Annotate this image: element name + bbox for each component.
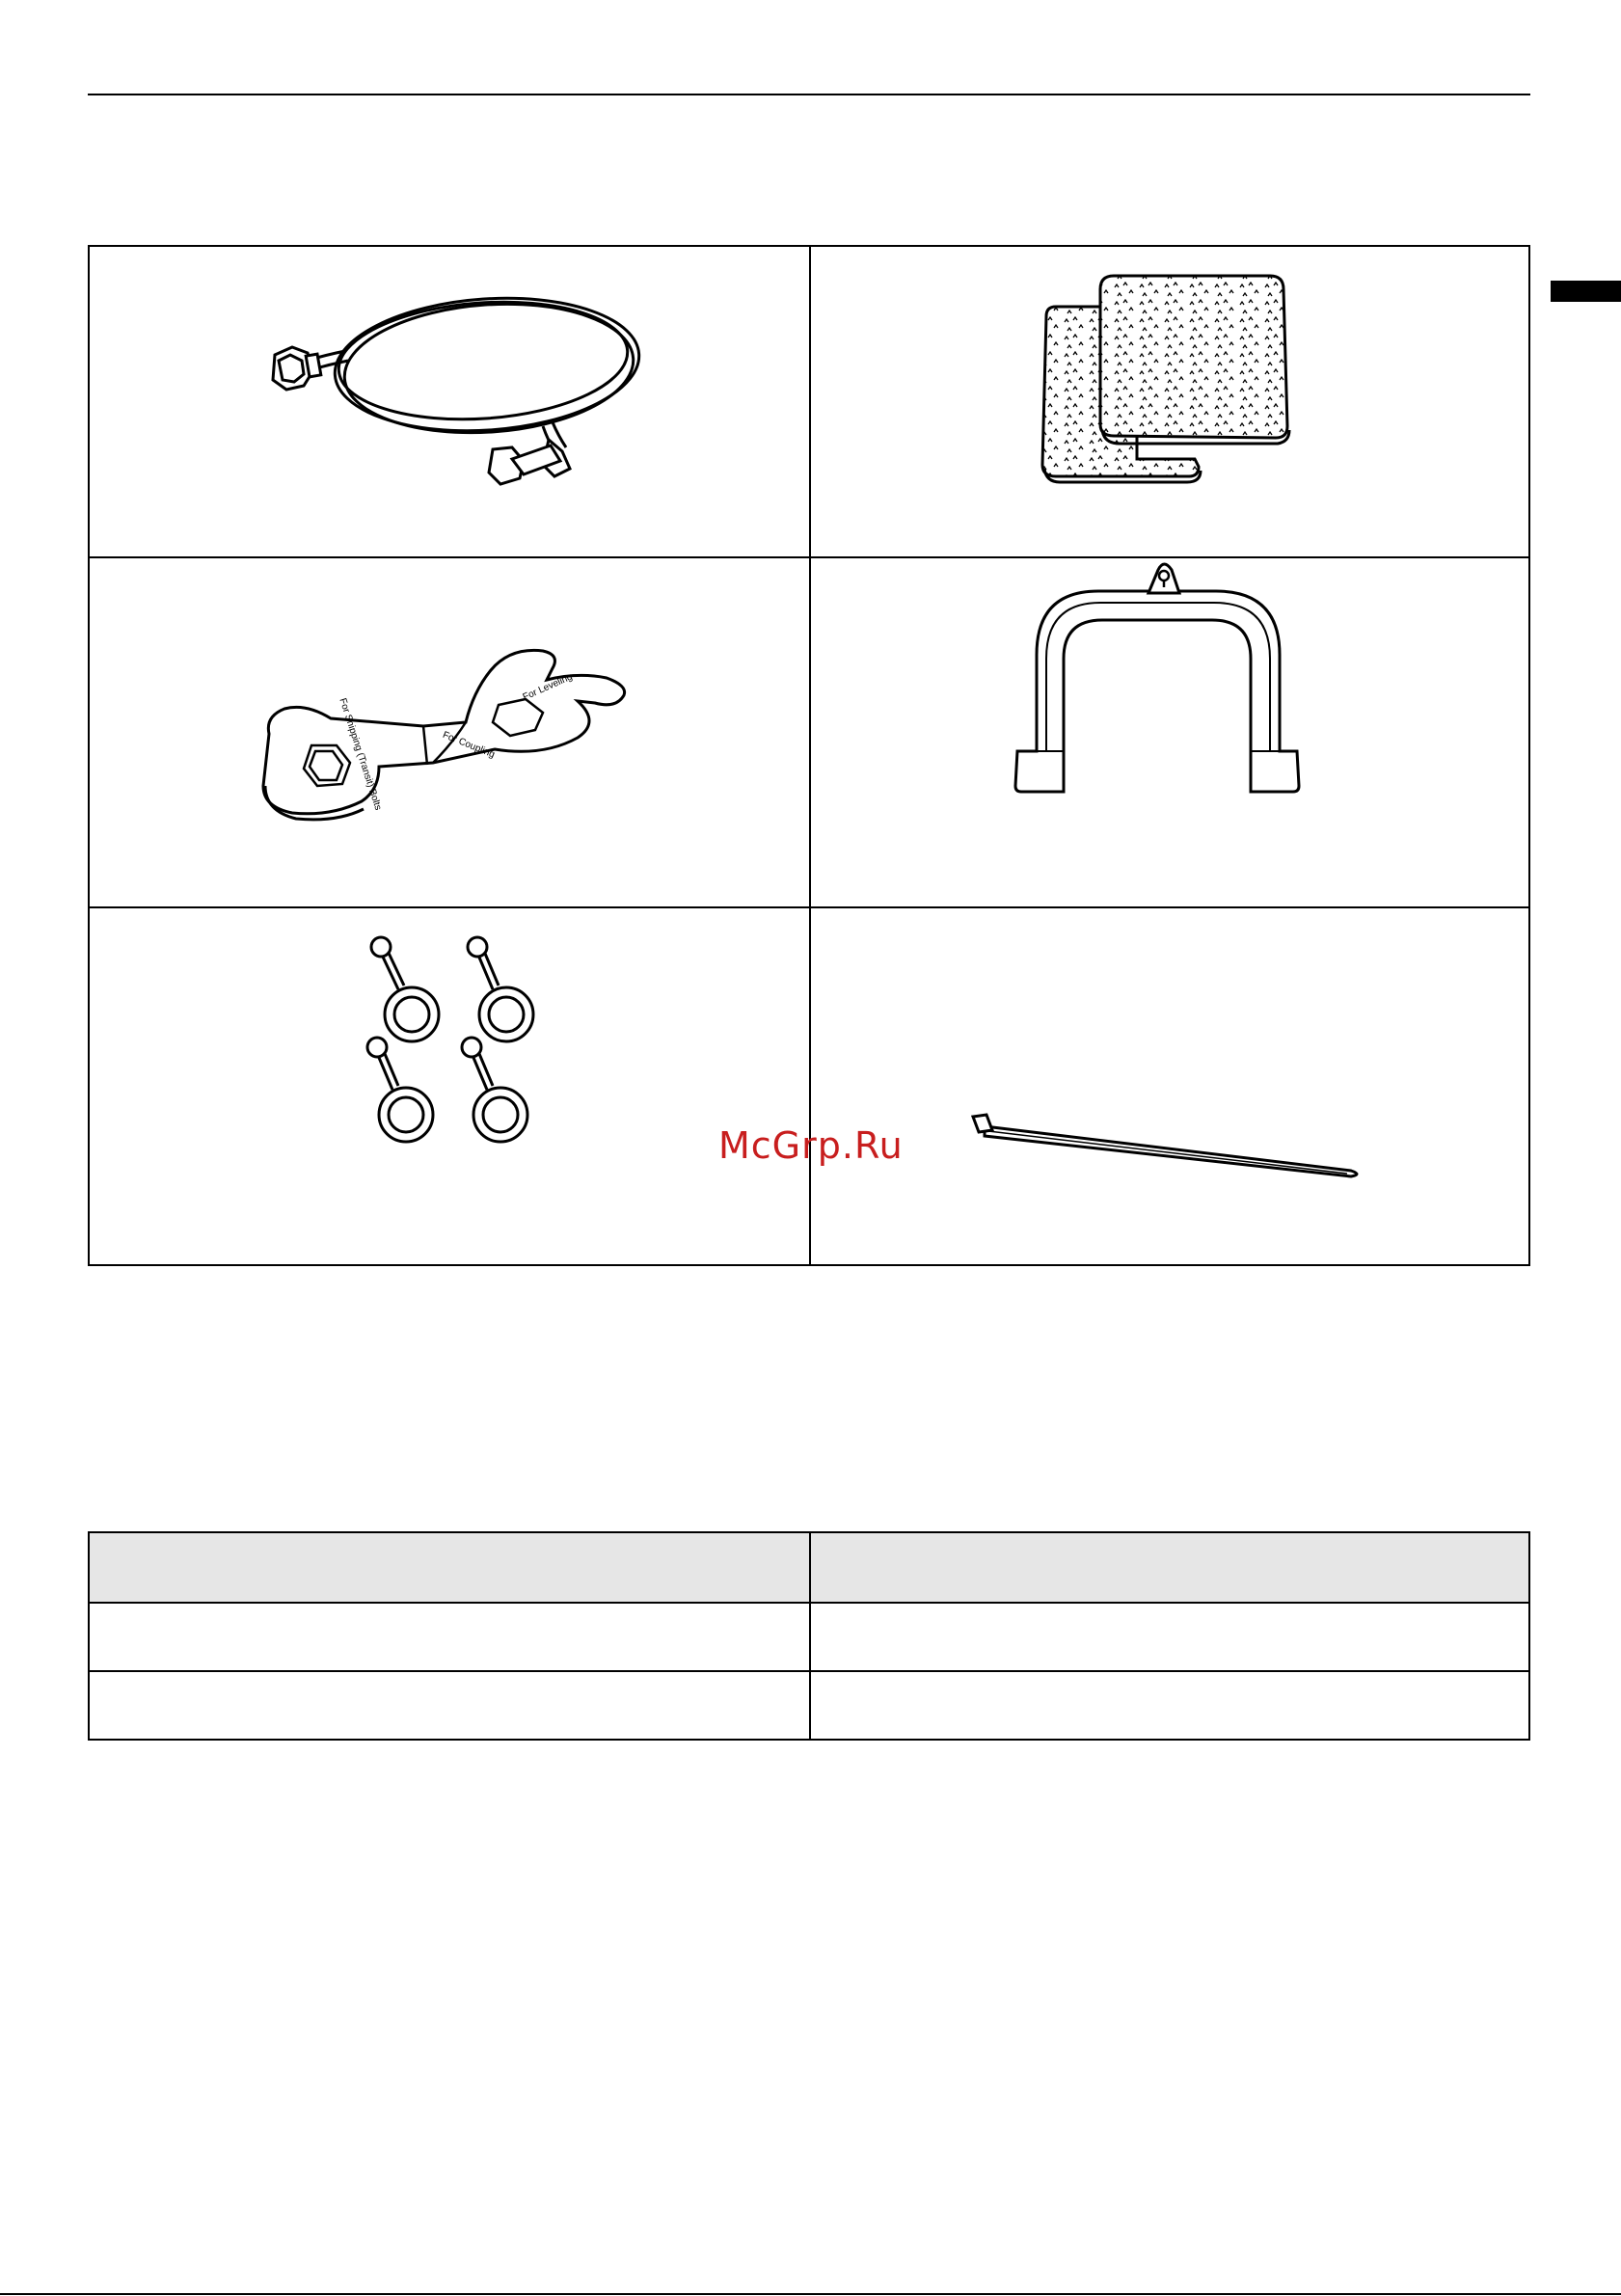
cable-tie-icon (811, 908, 1528, 1264)
cap-2 (468, 937, 533, 1041)
accessory-cell-anti-slip-sheets (811, 247, 1528, 556)
spec-table (88, 1531, 1530, 1741)
accessory-cell-spanner (90, 558, 809, 906)
accessory-cell-cable-tie (811, 908, 1528, 1264)
drain-hose-elbow-icon (811, 558, 1528, 906)
bolt-hole-caps-icon (90, 908, 809, 1264)
inlet-hose-icon (90, 247, 809, 556)
cap-1 (371, 937, 439, 1041)
spec-header-cell-left (90, 1533, 809, 1602)
spanner-wrench-icon (90, 558, 809, 906)
cap-3 (367, 1038, 433, 1142)
wrench-label-coupling: For Coupling (441, 729, 497, 761)
spec-row-1-left (90, 1604, 809, 1670)
spec-row-1-right (811, 1604, 1528, 1670)
wrench-label-shipping-bolts: For Shipping (Transit) Bolts (337, 696, 384, 812)
accessory-cell-inlet-hose (90, 247, 809, 556)
watermark-text: McGrp.Ru (718, 1124, 904, 1167)
cap-4 (462, 1038, 527, 1142)
spec-header-cell-right (811, 1533, 1528, 1602)
section-tab-marker (1551, 281, 1621, 302)
wrench-label-levelling: For Leveling (521, 671, 575, 703)
anti-slip-sheets-icon (811, 247, 1528, 556)
spec-row-2-right (811, 1672, 1528, 1739)
accessories-grid (88, 245, 1530, 1266)
accessory-cell-caps (90, 908, 809, 1264)
accessory-cell-elbow (811, 558, 1528, 906)
spec-row-2-left (90, 1672, 809, 1739)
header-rule (88, 94, 1530, 95)
footer-rule (0, 2293, 1621, 2295)
